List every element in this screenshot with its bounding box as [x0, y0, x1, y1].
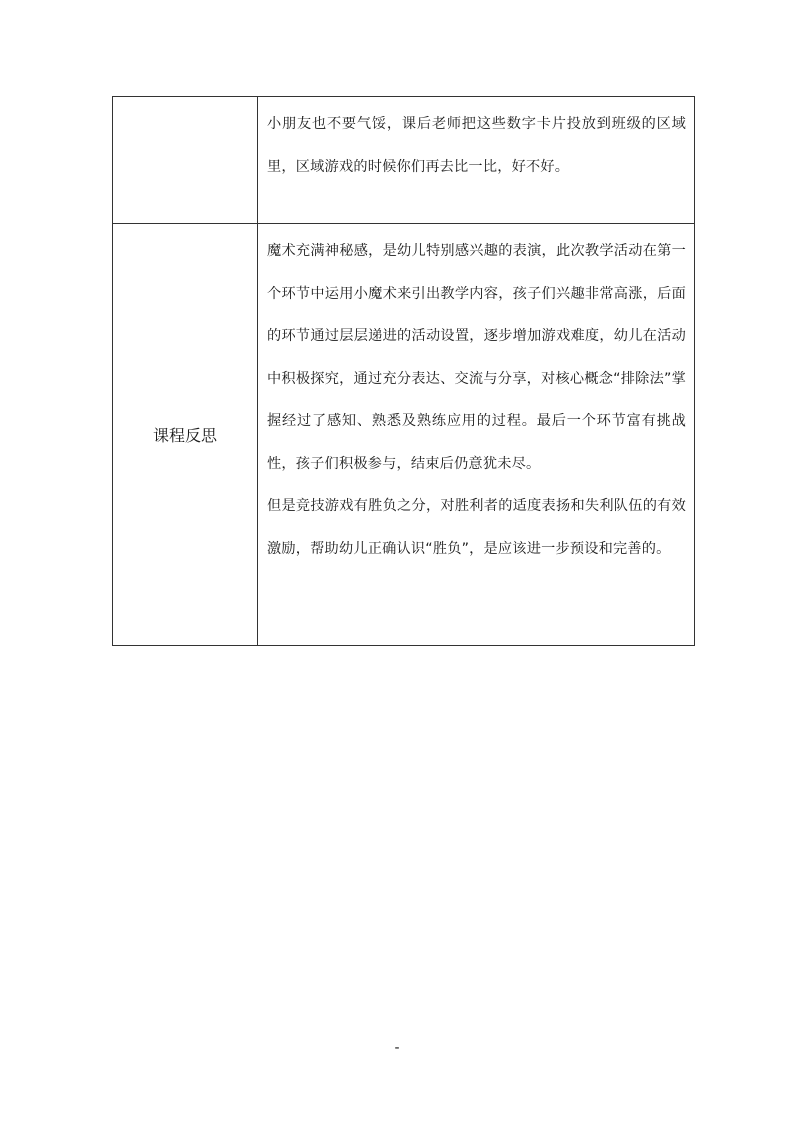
content-paragraph: 小朋友也不要气馁，课后老师把这些数字卡片投放到班级的区域里，区域游戏的时候你们再去比一比，好不好。 — [267, 116, 686, 175]
content-paragraph: 但是竞技游戏有胜负之分，对胜利者的适度表扬和失利队伍的有效激励，帮助幼儿正确认识“胜负”，是应该进一步预设和完善的。 — [267, 498, 686, 557]
content-paragraph: 魔术充满神秘感，是幼儿特别感兴趣的表演，此次教学活动在第一个环节中运用小魔术来引出教学内容，孩子们兴趣非常高涨，后面的环节通过层层递进的活动设置，逐步增加游戏难度，幼儿在活动中积极探究，通过充分表达、交流与分享，对核心概念“排除法”掌握经过了感知、熟悉及熟练应用的过程。最后一个环节富有挑战性，孩子们积极参与，结束后仍意犹未尽。 — [267, 243, 686, 472]
table-row — [113, 97, 695, 224]
lesson-table — [112, 96, 695, 646]
row-content — [258, 97, 695, 224]
page-number: - — [394, 1040, 400, 1056]
row-content — [258, 224, 695, 646]
row-label-course-reflection: 课程反思 — [113, 224, 258, 646]
table-row — [113, 224, 695, 646]
row-label-empty — [113, 97, 258, 224]
